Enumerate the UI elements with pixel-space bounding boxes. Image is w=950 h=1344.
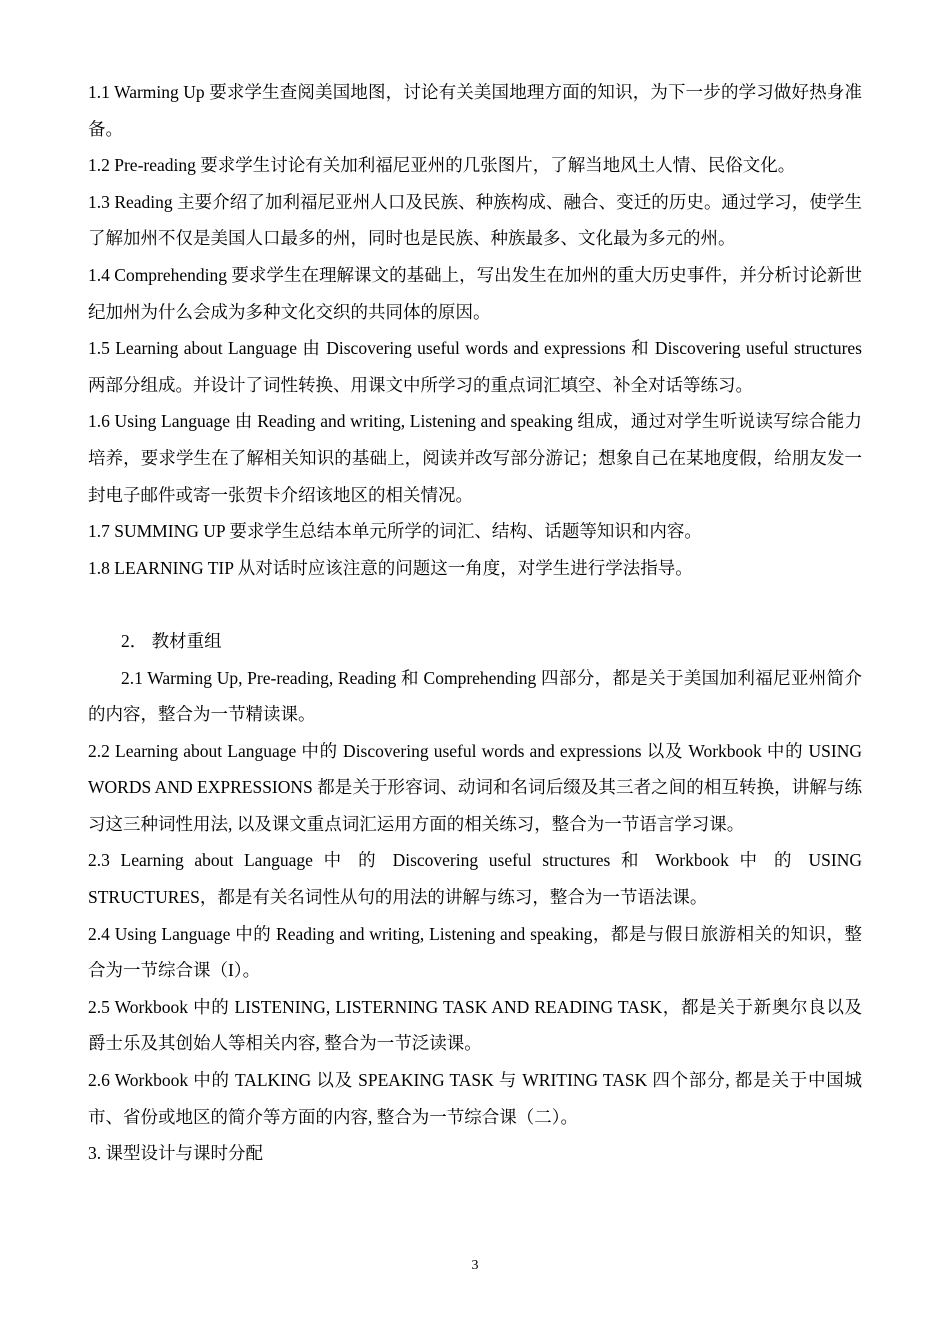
document-body [88, 74, 862, 1172]
paragraph-1-7: 1.7 SUMMING UP 要求学生总结本单元所学的词汇、结构、话题等知识和内容。 [88, 521, 702, 542]
paragraph-1-2: 1.2 Pre-reading 要求学生讨论有关加利福尼亚州的几张图片，了解当地风土人情、民俗文化。 [88, 155, 796, 176]
blank-line [88, 586, 862, 623]
paragraph-1-6: 1.6 Using Language 由 Reading and writing, Listening and speaking 组成，通过对学生听说读写综合能力培养，要求学生在了解相关知识的基础上，阅读并改写部分游记；想象自己在某地度假，给朋友发一封电子邮件或寄一张贺卡介绍该地区的相关情况。 [88, 411, 862, 505]
paragraph-1-8: 1.8 LEARNING TIP 从对话时应该注意的问题这一角度，对学生进行学法指导。 [88, 557, 693, 578]
section-2-heading: 2． 教材重组 [121, 630, 222, 651]
page-number: 3 [471, 1258, 479, 1273]
paragraph-2-4: 2.4 Using Language 中的 Reading and writing, Listening and speaking，都是与假日旅游相关的知识，整合为一节综合课（I）。 [88, 923, 862, 981]
paragraph-2-2: 2.2 Learning about Language 中的 Discovering useful words and expressions 以及 Workbook 中的 USING WORDS AND EXPRESSIONS 都是关于形容词、动词和名词后缀及其三者之间的相互转换，讲解与练习这三种词性用法, 以及课文重点词汇运用方面的相关练习，整合为一节语言学习课。 [88, 740, 862, 834]
paragraph-2-6: 2.6 Workbook 中的 TALKING 以及 SPEAKING TASK 与 WRITING TASK 四个部分, 都是关于中国城市、省份或地区的简介等方面的内容, 整合为一节综合课（二）。 [88, 1070, 862, 1127]
paragraph-1-4: 1.4 Comprehending 要求学生在理解课文的基础上，写出发生在加州的重大历史事件，并分析讨论新世纪加州为什么会成为多种文化交织的共同体的原因。 [88, 264, 862, 322]
paragraph-2-1: 2.1 Warming Up, Pre-reading, Reading 和 Comprehending 四部分，都是关于美国加利福尼亚州简介的内容，整合为一节精读课。 [88, 667, 862, 725]
paragraph-1-1: 1.1 Warming Up 要求学生查阅美国地图，讨论有关美国地理方面的知识，为下一步的学习做好热身准备。 [88, 82, 862, 139]
paragraph-1-5: 1.5 Learning about Language 由 Discovering useful words and expressions 和 Discovering useful structures 两部分组成。并设计了词性转换、用课文中所学习的重点词汇填空、补全对话等练习。 [88, 338, 862, 395]
paragraph-1-3: 1.3 Reading 主要介绍了加利福尼亚州人口及民族、种族构成、融合、变迁的历史。通过学习，使学生了解加州不仅是美国人口最多的州，同时也是民族、种族最多、文化最为多元的州。 [88, 191, 862, 249]
paragraph-2-3: 2.3 Learning about Language 中 的 Discovering useful structures 和 Workbook 中 的 USING STRUCTURES，都是有关名词性从句的用法的讲解与练习，整合为一节语法课。 [88, 850, 862, 908]
paragraph-2-5: 2.5 Workbook 中的 LISTENING, LISTERNING TASK AND READING TASK，都是关于新奥尔良以及爵士乐及其创始人等相关内容, 整合为一节泛读课。 [88, 996, 862, 1054]
section-3-heading: 3. 课型设计与课时分配 [88, 1143, 263, 1164]
